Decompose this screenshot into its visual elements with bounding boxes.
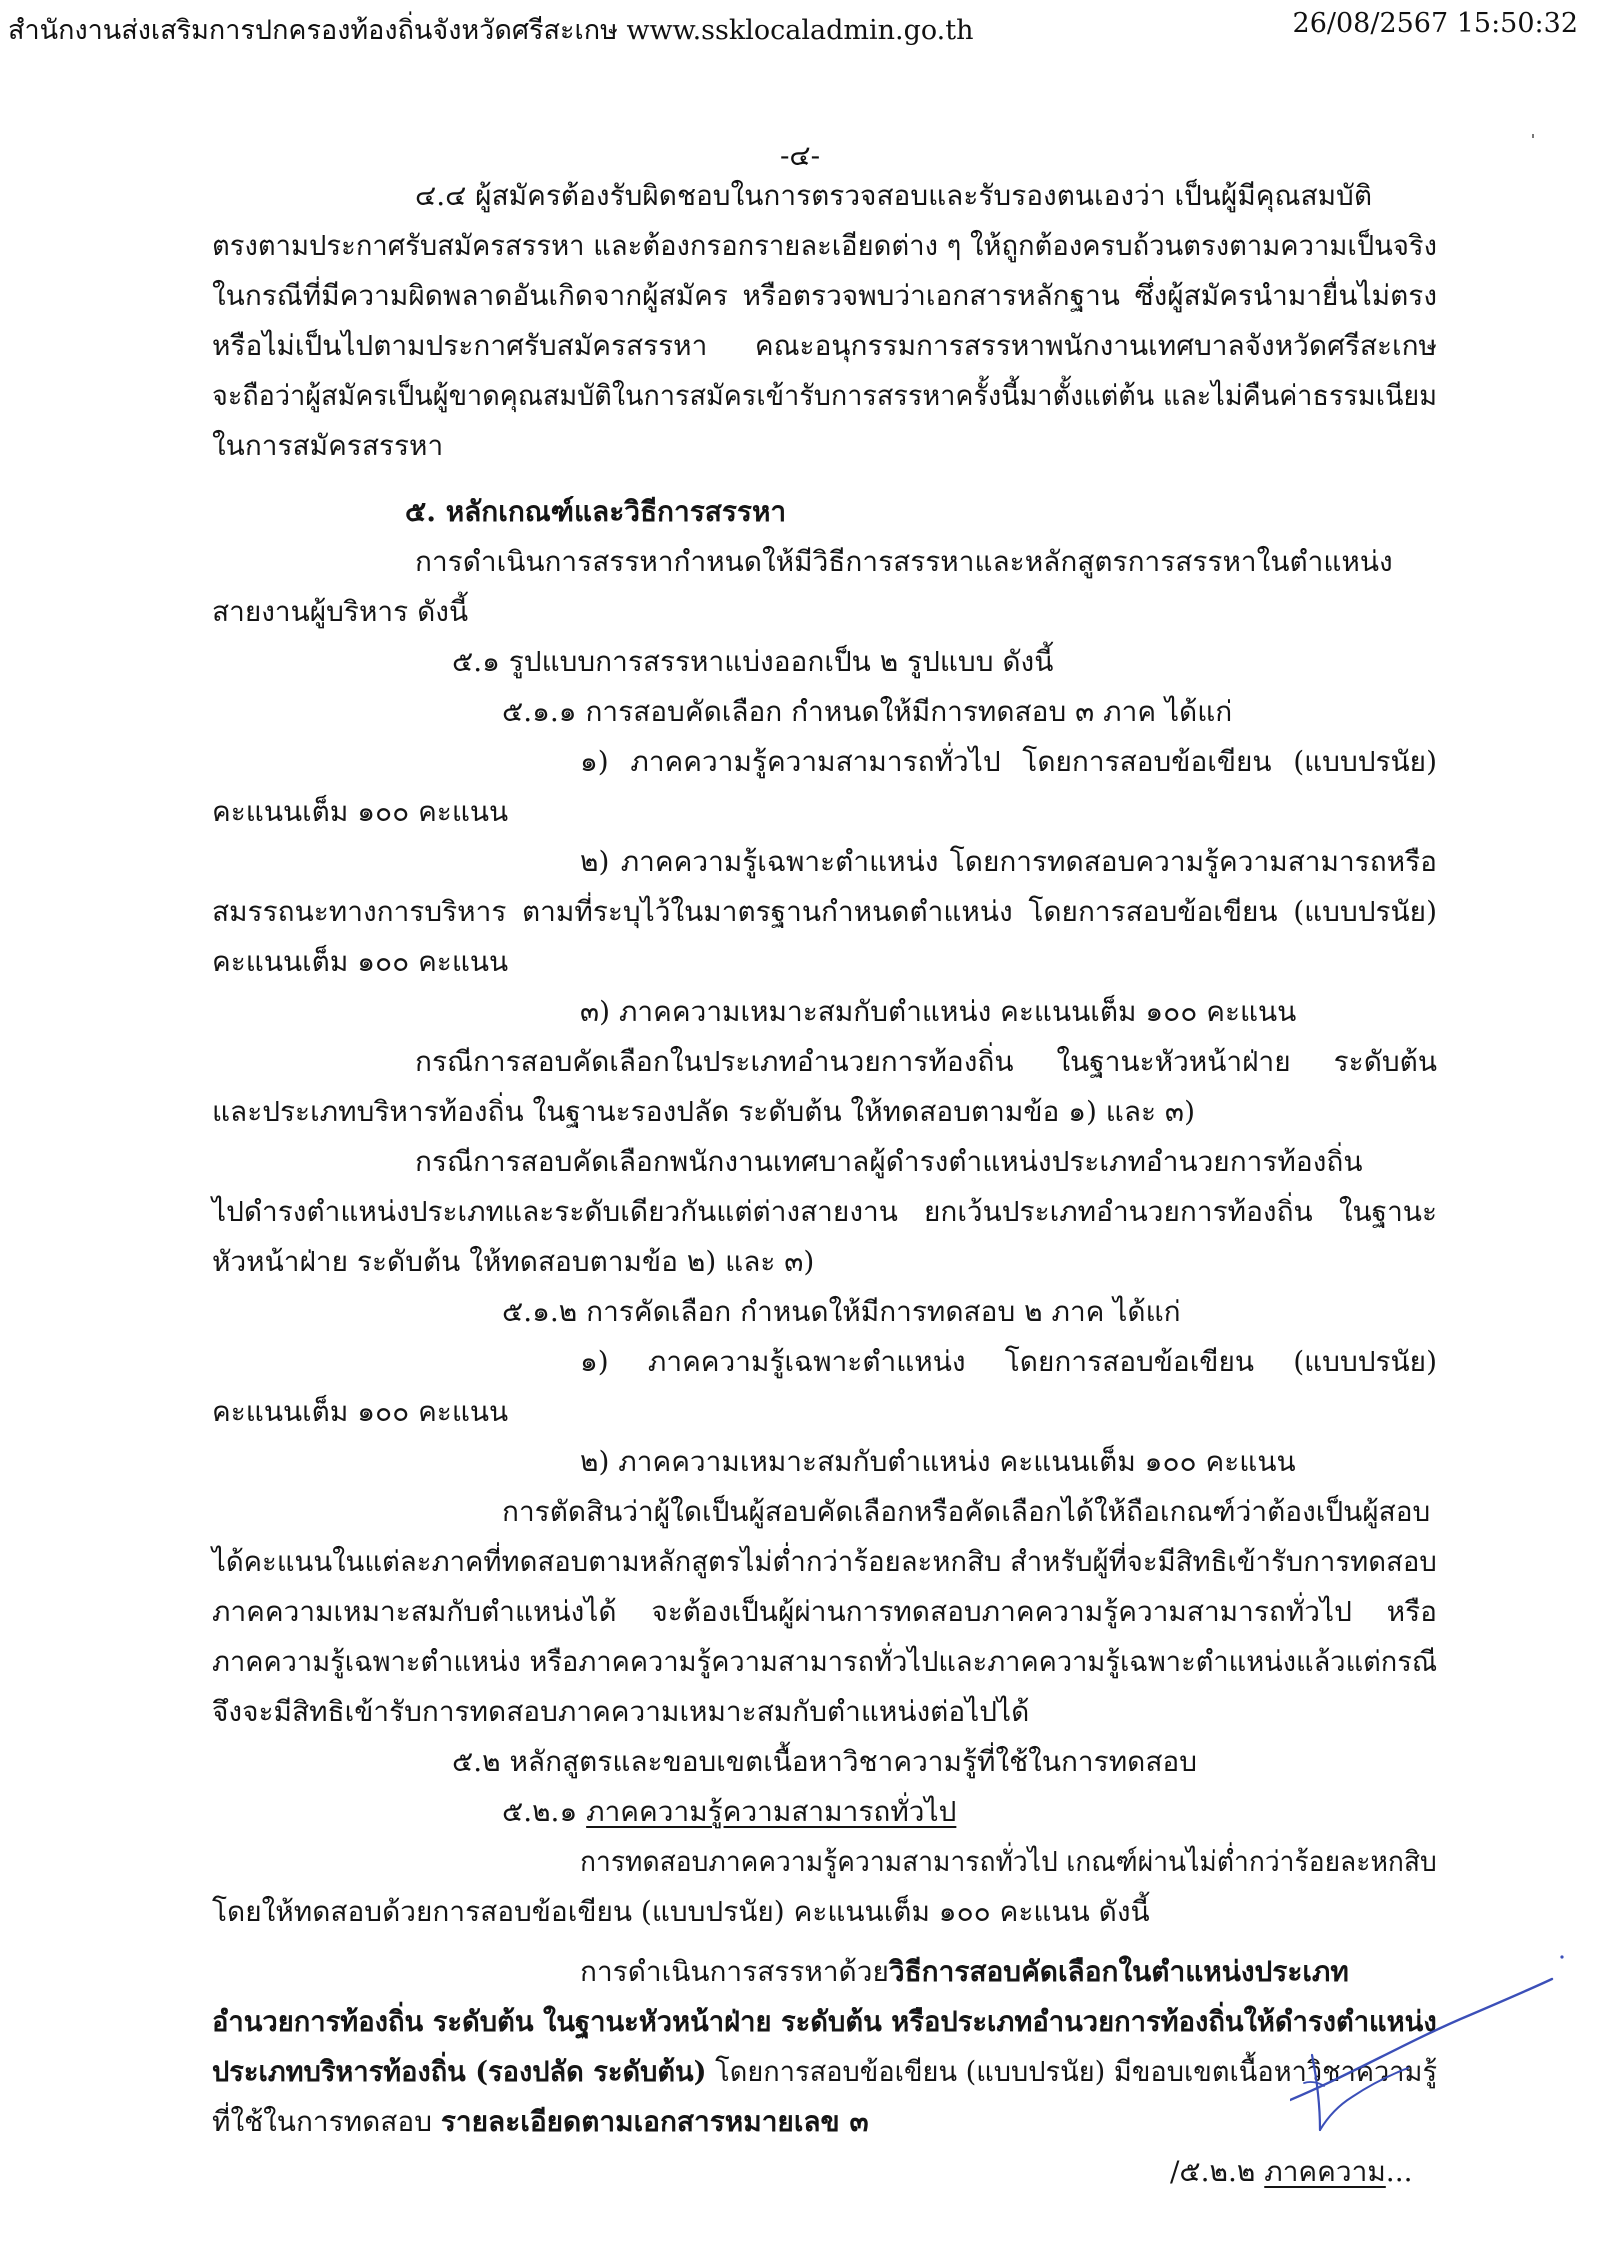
recruit-para-tail: ที่ใช้ในการทดสอบ bbox=[212, 2105, 441, 2138]
item-5-1-1-part-3: ๓) ภาคความเหมาะสมกับตำแหน่ง คะแนนเต็ม ๑๐๐ คะแนน bbox=[580, 995, 1297, 1028]
judging-para-line-1: การตัดสินว่าผู้ใดเป็นผู้สอบคัดเลือกหรือคัดเลือกได้ให้ถือเกณฑ์ว่าต้องเป็นผู้สอบ bbox=[502, 1495, 1431, 1528]
para-4-4-line-5: จะถือว่าผู้สมัครเป็นผู้ขาดคุณสมบัติในการสมัครเข้ารับการสรรหาครั้งนี้มาตั้งแต่ต้น และไม่คืนค่าธรรมเนียม bbox=[212, 379, 1438, 412]
continuation-ellipsis: ... bbox=[1385, 2155, 1413, 2188]
case-1-line-2: และประเภทบริหารท้องถิ่น ในฐานะรองปลัด ระดับต้น ให้ทดสอบตามข้อ ๑) และ ๓) bbox=[212, 1095, 1195, 1128]
item-5-1-1-part-1-score: คะแนนเต็ม ๑๐๐ คะแนน bbox=[212, 795, 509, 828]
item-5-2-1 bbox=[502, 1795, 957, 1828]
item-5-2-1-para-line-2: โดยให้ทดสอบด้วยการสอบข้อเขียน (แบบปรนัย) คะแนนเต็ม ๑๐๐ คะแนน ดังนี้ bbox=[212, 1895, 1150, 1928]
item-5-2: ๕.๒ หลักสูตรและขอบเขตเนื้อหาวิชาความรู้ที่ใช้ในการทดสอบ bbox=[452, 1745, 1198, 1778]
item-5-1-2: ๕.๑.๒ การคัดเลือก กำหนดให้มีการทดสอบ ๒ ภาค ได้แก่ bbox=[502, 1295, 1181, 1328]
item-5-1-2-part-1: ๑) ภาคความรู้เฉพาะตำแหน่ง โดยการสอบข้อเขียน (แบบปรนัย) bbox=[580, 1345, 1437, 1378]
continuation-word: ภาคความ bbox=[1264, 2155, 1386, 2188]
judging-para-line-4: ภาคความรู้เฉพาะตำแหน่ง หรือภาคความรู้ความสามารถทั่วไปและภาคความรู้เฉพาะตำแหน่งแล้วแต่กรณี bbox=[212, 1645, 1438, 1678]
para-4-4-line-2: ตรงตามประกาศรับสมัครสรรหา และต้องกรอกรายละเอียดต่าง ๆ ให้ถูกต้องครบถ้วนตรงตามความเป็นจริง bbox=[212, 229, 1437, 262]
judging-para-line-5: จึงจะมีสิทธิเข้ารับการทดสอบภาคความเหมาะสมกับตำแหน่งต่อไปได้ bbox=[212, 1695, 1030, 1728]
case-2-line-2: ไปดำรงตำแหน่งประเภทและระดับเดียวกันแต่ต่างสายงาน ยกเว้นประเภทอำนวยการท้องถิ่น ในฐานะ bbox=[212, 1195, 1437, 1228]
case-2-line-3: หัวหน้าฝ่าย ระดับต้น ให้ทดสอบตามข้อ ๒) และ ๓) bbox=[212, 1245, 815, 1278]
recruit-para-line-4 bbox=[212, 2105, 869, 2138]
item-5-1-2-part-1-score: คะแนนเต็ม ๑๐๐ คะแนน bbox=[212, 1395, 509, 1428]
section-5-heading: ๕. หลักเกณฑ์และวิธีการสรรหา bbox=[405, 495, 787, 528]
item-5-1-1: ๕.๑.๑ การสอบคัดเลือก กำหนดให้มีการทดสอบ ๓ ภาค ได้แก่ bbox=[502, 695, 1233, 728]
recruit-para-plain: โดยการสอบข้อเขียน (แบบปรนัย) มีขอบเขตเนื้อหาวิชาความรู้ bbox=[706, 2055, 1438, 2088]
continuation-marker bbox=[1170, 2155, 1413, 2188]
header-timestamp: 26/08/2567 15:50:32 bbox=[1292, 8, 1578, 39]
recruit-para-line-3 bbox=[212, 2055, 1438, 2088]
continuation-number: /๕.๒.๒ bbox=[1170, 2155, 1265, 2188]
case-1-line-1: กรณีการสอบคัดเลือกในประเภทอำนวยการท้องถิ่น ในฐานะหัวหน้าฝ่าย ระดับต้น bbox=[415, 1045, 1437, 1078]
recruit-para-reference: รายละเอียดตามเอกสารหมายเลข ๓ bbox=[440, 2105, 869, 2138]
recruit-para-line-2: อำนวยการท้องถิ่น ระดับต้น ในฐานะหัวหน้าฝ่าย ระดับต้น หรือประเภทอำนวยการท้องถิ่นให้ดำรงตำแหน่ง bbox=[212, 2005, 1437, 2038]
para-4-4-line-4: หรือไม่เป็นไปตามประกาศรับสมัครสรรหา คณะอนุกรรมการสรรหาพนักงานเทศบาลจังหวัดศรีสะเกษ bbox=[212, 329, 1437, 362]
item-5-1-2-part-2: ๒) ภาคความเหมาะสมกับตำแหน่ง คะแนนเต็ม ๑๐๐ คะแนน bbox=[580, 1445, 1296, 1478]
judging-para-line-3: ภาคความเหมาะสมกับตำแหน่งได้ จะต้องเป็นผู้ผ่านการทดสอบภาคความรู้ความสามารถทั่วไป หรือ bbox=[212, 1595, 1437, 1628]
judging-para-line-2: ได้คะแนนในแต่ละภาคที่ทดสอบตามหลักสูตรไม่ต่ำกว่าร้อยละหกสิบ สำหรับผู้ที่จะมีสิทธิเข้ารับการทดสอบ bbox=[212, 1545, 1437, 1578]
item-5-2-1-para-line-1: การทดสอบภาคความรู้ความสามารถทั่วไป เกณฑ์ผ่านไม่ต่ำกว่าร้อยละหกสิบ bbox=[580, 1845, 1437, 1878]
page-number: -๔- bbox=[779, 139, 821, 172]
item-5-2-1-title: ภาคความรู้ความสามารถทั่วไป bbox=[586, 1795, 957, 1828]
item-5-1-1-part-2-line-2: สมรรถนะทางการบริหาร ตามที่ระบุไว้ในมาตรฐานกำหนดตำแหน่ง โดยการสอบข้อเขียน (แบบปรนัย) bbox=[212, 895, 1437, 928]
item-5-1-1-part-2-line-1: ๒) ภาคความรู้เฉพาะตำแหน่ง โดยการทดสอบความรู้ความสามารถหรือ bbox=[580, 845, 1437, 878]
recruit-para-bold-1: วิธีการสอบคัดเลือกในตำแหน่งประเภท bbox=[888, 1955, 1349, 1988]
para-4-4-line-3: ในกรณีที่มีความผิดพลาดอันเกิดจากผู้สมัคร หรือตรวจพบว่าเอกสารหลักฐาน ซึ่งผู้สมัครนำมายื่นไม่ตรง bbox=[212, 279, 1437, 312]
section-5-intro-line-1: การดำเนินการสรรหากำหนดให้มีวิธีการสรรหาและหลักสูตรการสรรหาในตำแหน่ง bbox=[415, 545, 1393, 578]
para-4-4-line-1: ๔.๔ ผู้สมัครต้องรับผิดชอบในการตรวจสอบและรับรองตนเองว่า เป็นผู้มีคุณสมบัติ bbox=[415, 179, 1373, 212]
para-4-4-line-6: ในการสมัครสรรหา bbox=[212, 429, 444, 462]
item-5-1-1-part-1: ๑) ภาคความรู้ความสามารถทั่วไป โดยการสอบข้อเขียน (แบบปรนัย) bbox=[580, 745, 1437, 778]
section-5-intro-line-2: สายงานผู้บริหาร ดังนี้ bbox=[212, 595, 469, 628]
case-2-line-1: กรณีการสอบคัดเลือกพนักงานเทศบาลผู้ดำรงตำแหน่งประเภทอำนวยการท้องถิ่น bbox=[415, 1145, 1363, 1178]
item-5-2-1-number: ๕.๒.๑ bbox=[502, 1795, 587, 1828]
item-5-1: ๕.๑ รูปแบบการสรรหาแบ่งออกเป็น ๒ รูปแบบ ดังนี้ bbox=[452, 645, 1054, 678]
header-source-line: สำนักงานส่งเสริมการปกครองท้องถิ่นจังหวัดศรีสะเกษ www.ssklocaladmin.go.th bbox=[8, 15, 974, 46]
handwritten-signature bbox=[1290, 1935, 1580, 2135]
item-5-1-1-part-2-score: คะแนนเต็ม ๑๐๐ คะแนน bbox=[212, 945, 509, 978]
recruit-para-lead: การดำเนินการสรรหาด้วย bbox=[580, 1955, 889, 1988]
recruit-para-bold-2: ประเภทบริหารท้องถิ่น (รองปลัด ระดับต้น) bbox=[212, 2055, 707, 2088]
